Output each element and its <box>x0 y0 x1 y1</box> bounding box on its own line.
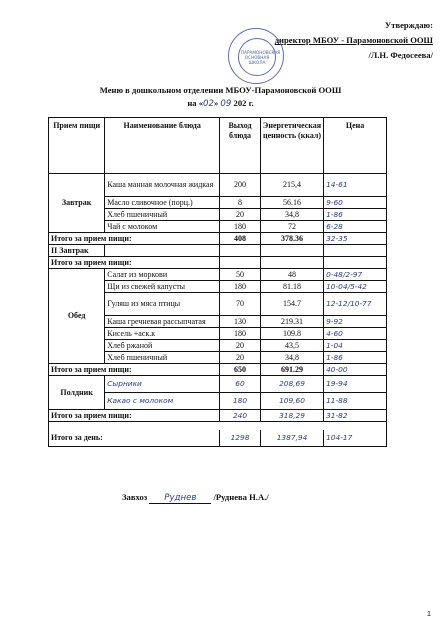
dish-yield: 60 <box>220 376 261 393</box>
total-energy: 378.36 <box>260 233 323 245</box>
empty-cell <box>49 422 387 431</box>
dish-price: 9-92 <box>324 316 387 328</box>
dish-energy: 215,4 <box>260 174 323 197</box>
table-row <box>49 422 387 431</box>
dish-yield: 180 <box>220 393 261 410</box>
approval-name: /Л.Н. Федосеева/ <box>368 50 433 60</box>
dish-price: 9-60 <box>324 197 387 209</box>
empty-cell <box>324 257 387 269</box>
dish-yield: 180 <box>220 221 261 233</box>
total-label: Итого за прием пищи: <box>49 410 220 422</box>
dish-price: 4-60 <box>324 328 387 340</box>
table-row <box>49 245 387 257</box>
dish-name: Чай с молоком <box>105 221 220 233</box>
empty-cell <box>260 245 323 257</box>
header-energy: Энергетическая ценность (ккал) <box>260 118 323 174</box>
dish-yield: 20 <box>220 352 261 364</box>
total-price: 40-00 <box>324 364 387 376</box>
dish-price: 6-28 <box>324 221 387 233</box>
dish-price: 1-86 <box>324 209 387 221</box>
dish-name: Щи из свежей капусты <box>105 281 220 293</box>
total-yield: 650 <box>220 364 261 376</box>
empty-cell <box>220 257 261 269</box>
dish-yield: 180 <box>220 281 261 293</box>
dish-energy: 81.18 <box>260 281 323 293</box>
dish-yield: 50 <box>220 269 261 281</box>
total-energy: 691.29 <box>260 364 323 376</box>
dish-name: Хлеб ржаной <box>105 340 220 352</box>
total-label: Итого за прием пищи: <box>49 364 220 376</box>
dish-energy: 72 <box>260 221 323 233</box>
total-row <box>49 257 387 269</box>
approval-block <box>275 18 433 63</box>
date-prefix: на « <box>187 98 204 108</box>
table-row <box>49 376 387 393</box>
dish-price: 0-48/2-97 <box>324 269 387 281</box>
dish-name: Хлеб пшеничный <box>105 352 220 364</box>
date-day: 02 <box>203 99 214 109</box>
menu-title-line: Меню в дошкольном отделении МБОУ-Парамоновской ООШ <box>99 85 342 95</box>
dish-energy: 208,69 <box>260 376 323 393</box>
dish-name: Масло сливочное (порц.) <box>105 197 220 209</box>
signature-handwritten: Руднев <box>149 493 211 504</box>
dish-energy: 48 <box>260 269 323 281</box>
dish-yield: 130 <box>220 316 261 328</box>
dish-name: Гуляш из мяса птицы <box>105 293 220 316</box>
total-row <box>49 364 387 376</box>
total-row <box>49 410 387 422</box>
table-row <box>49 174 387 197</box>
menu-date <box>0 97 441 111</box>
dish-price: 1-86 <box>324 352 387 364</box>
header-yield: Выход блюда <box>220 118 261 174</box>
total-price: 32-35 <box>324 233 387 245</box>
total-label: Итого за прием пищи: <box>49 233 220 245</box>
menu-title <box>0 84 441 111</box>
approval-label: Утверждаю: <box>384 20 433 30</box>
dish-energy: 219.31 <box>260 316 323 328</box>
total-energy: 318,29 <box>260 410 323 422</box>
dish-yield: 70 <box>220 293 261 316</box>
school-seal <box>228 28 284 84</box>
page-number: 1 <box>426 609 431 618</box>
total-row <box>49 233 387 245</box>
dish-price: 19-94 <box>324 376 387 393</box>
meal-breakfast: Завтрак <box>49 174 105 233</box>
dish-energy: 109.8 <box>260 328 323 340</box>
date-year: 202 <box>233 98 247 108</box>
empty-cell <box>324 245 387 257</box>
menu-table <box>48 117 387 447</box>
table-row <box>49 269 387 281</box>
empty-cell <box>105 245 220 257</box>
meal-second-breakfast: II Завтрак <box>49 245 105 257</box>
day-total-row <box>49 430 387 447</box>
date-mid: » <box>213 98 219 108</box>
meal-snack: Полдник <box>49 376 105 410</box>
dish-yield: 180 <box>220 328 261 340</box>
signature-block <box>122 492 269 504</box>
header-meal: Прием пищи <box>49 118 105 174</box>
dish-energy: 109,60 <box>260 393 323 410</box>
dish-energy: 34,8 <box>260 209 323 221</box>
dish-name: Какао с молоком <box>105 393 220 410</box>
dish-price: 10-04/5-42 <box>324 281 387 293</box>
date-month: 09 <box>220 99 232 109</box>
dish-yield: 200 <box>220 174 261 197</box>
dish-name: Кисель +аск.к <box>105 328 220 340</box>
signature-label: Завхоз <box>122 492 148 502</box>
dish-yield: 8 <box>220 197 261 209</box>
empty-cell <box>220 245 261 257</box>
dish-name: Хлеб пшеничный <box>105 209 220 221</box>
total-price: 31-82 <box>324 410 387 422</box>
dish-energy: 154.7 <box>260 293 323 316</box>
header-price: Цена <box>324 118 387 174</box>
total-yield: 240 <box>220 410 261 422</box>
dish-energy: 34,8 <box>260 352 323 364</box>
dish-name: Каша гречневая рассыпчатая <box>105 316 220 328</box>
day-total-energy: 1387,94 <box>260 430 323 447</box>
dish-price: 1-04 <box>324 340 387 352</box>
header-dish: Наименование блюда <box>105 118 220 174</box>
day-total-price: 104-17 <box>324 430 387 447</box>
dish-price: 14-61 <box>324 174 387 197</box>
dish-price: 12-12/10-77 <box>324 293 387 316</box>
total-yield: 408 <box>220 233 261 245</box>
dish-price: 11-88 <box>324 393 387 410</box>
dish-name: Каша манная молочная жидкая <box>105 174 220 197</box>
dish-energy: 56.16 <box>260 197 323 209</box>
dish-energy: 43,5 <box>260 340 323 352</box>
meal-lunch: Обед <box>49 269 105 364</box>
day-total-yield: 1298 <box>220 430 261 447</box>
dish-name: Сырники <box>105 376 220 393</box>
dish-name: Салат из моркови <box>105 269 220 281</box>
table-header-row <box>49 118 387 174</box>
dish-yield: 20 <box>220 340 261 352</box>
dish-yield: 20 <box>220 209 261 221</box>
date-suffix: г. <box>248 98 254 108</box>
day-total-label: Итого за день: <box>49 430 220 447</box>
total-label: Итого за прием пищи: <box>49 257 220 269</box>
empty-cell <box>260 257 323 269</box>
seal-text: ПАРАМОНОВСКАЯ ОСНОВНАЯ ШКОЛА <box>241 50 281 65</box>
approval-position: директор МБОУ - Парамоновской ООШ <box>274 35 433 45</box>
signature-name: /Руднева Н.А./ <box>213 492 269 502</box>
